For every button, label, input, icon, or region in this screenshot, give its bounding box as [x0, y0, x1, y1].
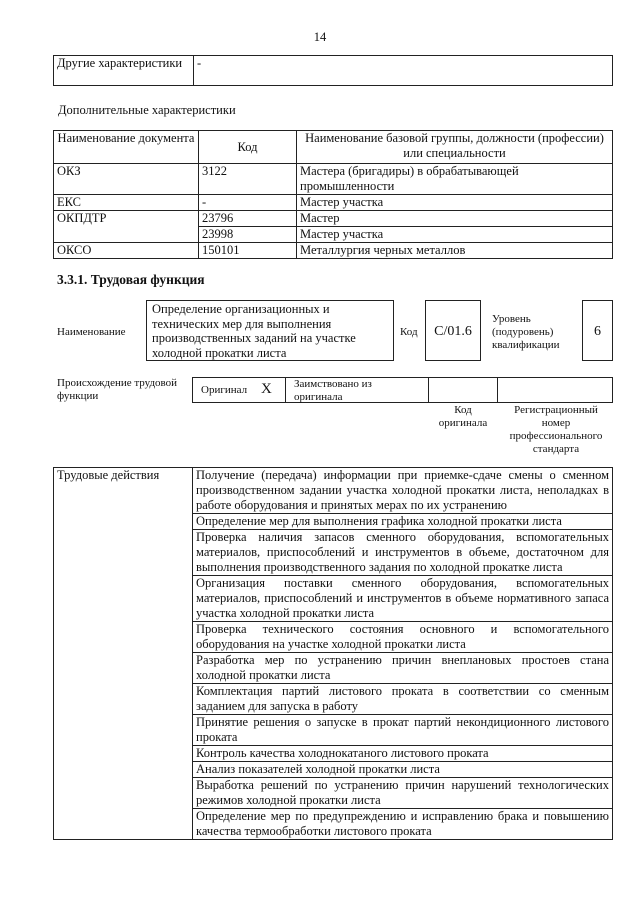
additional-table — [53, 130, 613, 259]
other-value: - — [194, 56, 613, 86]
reg-number-cell — [497, 377, 613, 403]
function-code-box: С/01.6 — [425, 300, 481, 361]
name-label: Наименование — [57, 326, 126, 338]
orig-code-cell — [428, 377, 498, 403]
table-row: ОКПДТР 23796 Мастер — [54, 211, 613, 227]
code-label: Код — [400, 326, 418, 338]
header-name: Наименование базовой группы, должности (профессии) или специальности — [297, 131, 613, 164]
table-row: ЕКС - Мастер участка — [54, 195, 613, 211]
actions-label: Трудовые действия — [54, 468, 193, 840]
table-row: Принятие решения о запуске в прокат партий некондиционного листового проката — [54, 715, 613, 746]
labor-actions-table — [53, 467, 613, 840]
additional-title: Дополнительные характеристики — [58, 103, 236, 117]
table-row: ОКСО 150101 Металлургия черных металлов — [54, 243, 613, 259]
table-row: 23998 Мастер участка — [54, 227, 613, 243]
level-label: Уровень (подуровень) квалификации — [492, 313, 560, 351]
table-row: Анализ показателей холодной прокатки листа — [54, 762, 613, 778]
other-label: Другие характеристики — [54, 56, 194, 86]
other-characteristics-table — [53, 55, 613, 86]
function-name-box: Определение организационных и технических мер для выполнения производственных заданий на участке холодной прокатки листа — [146, 300, 394, 361]
reg-number-label: Регистрационный номер профессионального стандарта — [509, 404, 603, 455]
orig-code-label: Код оригинала — [438, 404, 488, 429]
table-row: Комплектация партий листового проката в соответствии со сменным заданием для запуска в работу — [54, 684, 613, 715]
table-row: Проверка наличия запасов сменного оборудования, вспомогательных материалов, приспособлений и инструментов в объеме, достаточном для выполнения производственного задания по холодной прокатке листа — [54, 530, 613, 576]
original-mark: X — [261, 381, 272, 397]
table-row: Разработка мер по устранению причин внеплановых простоев стана холодной прокатки листа — [54, 653, 613, 684]
function-heading: 3.3.1. Трудовая функция — [57, 272, 205, 287]
header-doc: Наименование документа — [54, 131, 199, 164]
table-row: Определение мер по предупреждению и исправлению брака и повышению качества термообработки листового проката — [54, 809, 613, 840]
borrowed-cell: Заимствовано из оригинала — [285, 377, 429, 403]
original-cell: Оригинал X — [192, 377, 286, 403]
page-number: 14 — [313, 30, 327, 44]
table-row: Выработка решений по устранению причин нарушений технологических режимов холодной прокатки листа — [54, 778, 613, 809]
table-row: Контроль качества холоднокатаного листового проката — [54, 746, 613, 762]
table-row: Проверка технического состояния основного и вспомогательного оборудования на участке холодной прокатки листа — [54, 622, 613, 653]
origin-label: Происхождение трудовой функции — [57, 377, 178, 402]
header-code: Код — [199, 131, 297, 164]
table-row: Определение мер для выполнения графика холодной прокатки листа — [54, 514, 613, 530]
level-box: 6 — [582, 300, 613, 361]
table-row: ОКЗ 3122 Мастера (бригадиры) в обрабатывающей промышленности — [54, 164, 613, 195]
table-row: Трудовые действия Получение (передача) информации при приемке-сдаче смены о сменном производственном задании участка холодной прокатки листа, неполадках в работе оборудования и принятых мерах по их устранению — [54, 468, 613, 514]
table-row: Организация поставки сменного оборудования, вспомогательных материалов, приспособлений и инструментов в объеме нормативного запаса участка холодной прокатки листа — [54, 576, 613, 622]
